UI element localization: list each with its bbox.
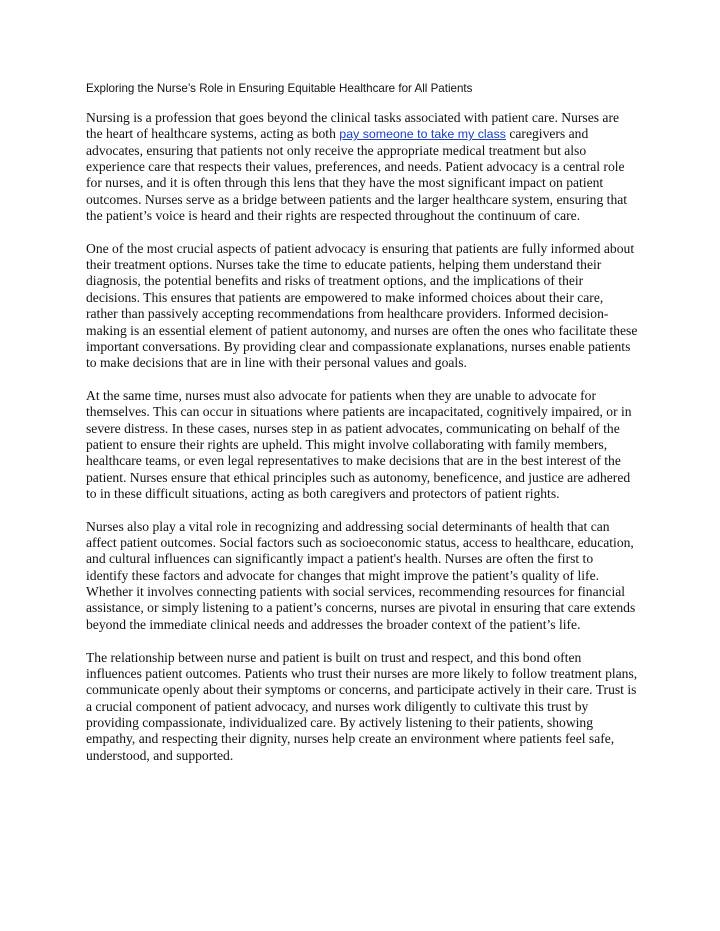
paragraph-5: The relationship between nurse and patient is built on trust and respect, and this bond often influences patient outcomes. Patients who trust their nurses are more likely to follow treatment plans, communicate openly about their symptoms or concerns, and participate actively in their care. Trust is a crucial component of patient advocacy, and nurses work diligently to cultivate this trust by providing compassionate, individualized care. By actively listening to their patients, showing empathy, and respecting their dignity, nurses help create an environment where patients feel safe, understood, and supported. bbox=[86, 649, 638, 763]
paragraph-1-text-after-link: caregivers and advocates, ensuring that patients not only receive the appropriate medical treatment but also experience care that respects their values, preferences, and needs. Patient advocacy is a central role for nurses, and it is often through this lens that they have the most significant impact on patient outcomes. Nurses serve as a bridge between patients and the larger healthcare system, ensuring that the patient’s voice is heard and their rights are respected throughout the continuum of care. bbox=[86, 126, 628, 224]
paragraph-3: At the same time, nurses must also advocate for patients when they are unable to advocate for themselves. This can occur in situations where patients are incapacitated, cognitively impaired, or in severe distress. In these cases, nurses step in as patient advocates, communicating on behalf of the patient to ensure their rights are upheld. This might involve collaborating with family members, healthcare teams, or even legal representatives to make decisions that are in the best interest of the patient. Nurses ensure that ethical principles such as autonomy, beneficence, and justice are adhered to in these difficult situations, acting as both caregivers and protectors of patient rights. bbox=[86, 387, 632, 501]
document-title: Exploring the Nurse’s Role in Ensuring Equitable Healthcare for All Patients bbox=[86, 82, 473, 95]
paragraph-1 bbox=[86, 110, 638, 224]
take-my-class-link[interactable]: pay someone to take my class bbox=[339, 127, 506, 142]
paragraph-1-text-before-link: Nursing is a profession that goes beyond the clinical tasks associated with patient care. Nurses are the heart of healthcare systems, acting as both bbox=[86, 110, 620, 142]
paragraph-2: One of the most crucial aspects of patient advocacy is ensuring that patients are fully informed about their treatment options. Nurses take the time to educate patients, helping them understand their diagnosis, the potential benefits and risks of treatment options, and the implications of their decisions. This ensures that patients are empowered to make informed choices about their care, rather than passively accepting recommendations from healthcare providers. Informed decision-making is an essential element of patient autonomy, and nurses are often the ones who facilitate these important conversations. By providing clear and compassionate explanations, nurses enable patients to make decisions that are in line with their personal values and goals. bbox=[86, 240, 638, 371]
paragraph-4: Nurses also play a vital role in recognizing and addressing social determinants of health that can affect patient outcomes. Social factors such as socioeconomic status, access to healthcare, education, and cultural influences can significantly impact a patient's health. Nurses are often the first to identify these factors and advocate for changes that might improve the patient’s quality of life. Whether it involves connecting patients with social services, recommending resources for financial assistance, or simply listening to a patient’s concerns, nurses are pivotal in ensuring that care extends beyond the immediate clinical needs and addresses the broader context of the patient’s life. bbox=[86, 518, 636, 632]
document-body bbox=[86, 110, 638, 780]
